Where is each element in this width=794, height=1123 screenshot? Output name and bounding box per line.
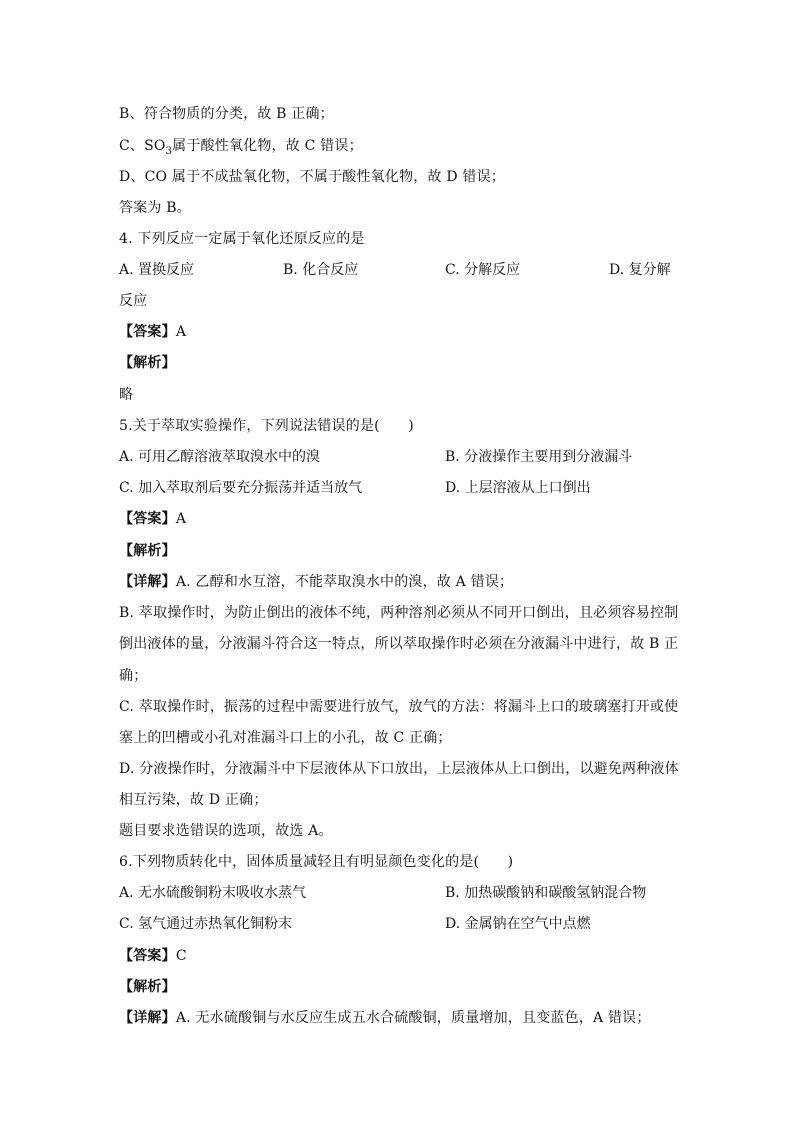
q5-option-b: B. 分液操作主要用到分液漏斗 [445,449,633,465]
q6-analysis-label: 【解析】 [119,979,176,995]
q5-detail-line: 题目要求选错误的选项，故选 A。 [119,823,333,839]
answer-value: A [175,511,187,527]
q5-detail-line: 相互污染，故 D 正确； [119,792,268,808]
q6-stem: 6.下列物质转化中，固体质量减轻且有明显颜色变化的是( ) [119,854,514,870]
answer-value: C [175,948,187,964]
q6-option-d: D. 金属钠在空气中点燃 [445,916,591,932]
explanation-line-c-text: 属于酸性氧化物，故 C 错误； [172,138,363,154]
q5-stem: 5.关于萃取实验操作，下列说法错误的是( ) [119,418,414,434]
answer-label: 【答案】 [119,324,176,340]
q5-detail-line: 确； [119,668,148,684]
q4-option-d-cont: 反应 [119,293,148,309]
q6-option-b: B. 加热碳酸钠和碳酸氢钠混合物 [445,885,647,901]
q4-stem: 4. 下列反应一定属于氧化还原反应的是 [119,231,365,247]
q4-option-b: B. 化合反应 [283,262,359,278]
detail-text: A. 无水硫酸铜与水反应生成五水合硫酸铜，质量增加，且变蓝色，A 错误； [175,1010,651,1026]
explanation-line-d: D、CO 属于不成盐氧化物，不属于酸性氧化物，故 D 错误； [119,169,505,185]
q5-option-d: D. 上层溶液从上口倒出 [445,480,591,496]
q4-option-c: C. 分解反应 [445,262,521,278]
q5-detail-line: B. 萃取操作时，为防止倒出的液体不纯，两种溶剂必须从不同开口倒出，且必须容易控制 [119,605,679,621]
answer-value: A [175,324,187,340]
q4-option-a: A. 置换反应 [119,262,195,278]
explanation-line-c [119,136,363,162]
q5-analysis-label: 【解析】 [119,543,176,559]
subscript-3: 3 [165,145,173,157]
detail-text: A. 乙醇和水互溶，不能萃取溴水中的溴，故 A 错误； [175,574,514,590]
q4-answer [119,322,186,342]
q5-option-c: C. 加入萃取剂后要充分振荡并适当放气 [119,480,363,496]
answer-label: 【答案】 [119,511,176,527]
answer-label: 【答案】 [119,948,176,964]
formula-so3: C、SO [119,138,166,154]
q6-answer [119,946,187,966]
q4-option-d: D. 复分解 [609,262,671,278]
q5-detail-line: C. 萃取操作时，振荡的过程中需要进行放气，放气的方法：将漏斗上口的玻璃塞打开或使 [119,699,679,715]
q6-detail-line [119,1008,651,1028]
q4-analysis-text: 略 [119,387,134,403]
q5-detail-line: D. 分液操作时，分液漏斗中下层液体从下口放出，上层液体从上口倒出，以避免两种液体 [119,761,679,777]
q5-detail-line [119,572,513,592]
detail-label: 【详解】 [119,1010,176,1026]
q6-option-a: A. 无水硫酸铜粉末吸收水蒸气 [119,885,307,901]
q4-analysis-label: 【解析】 [119,355,176,371]
detail-label: 【详解】 [119,574,176,590]
q5-detail-line: 倒出液体的量，分液漏斗符合这一特点，所以萃取操作时必须在分液漏斗中进行，故 B 正 [119,636,679,652]
q5-option-a: A. 可用乙醇溶液萃取溴水中的溴 [119,449,321,465]
answer-summary: 答案为 B。 [119,200,191,216]
q5-detail-line: 塞上的凹槽或小孔对准漏斗口上的小孔，故 C 正确； [119,730,452,746]
q6-option-c: C. 氢气通过赤热氧化铜粉末 [119,916,293,932]
q5-answer [119,509,186,529]
explanation-line-b: B、符合物质的分类，故 B 正确； [119,106,334,122]
